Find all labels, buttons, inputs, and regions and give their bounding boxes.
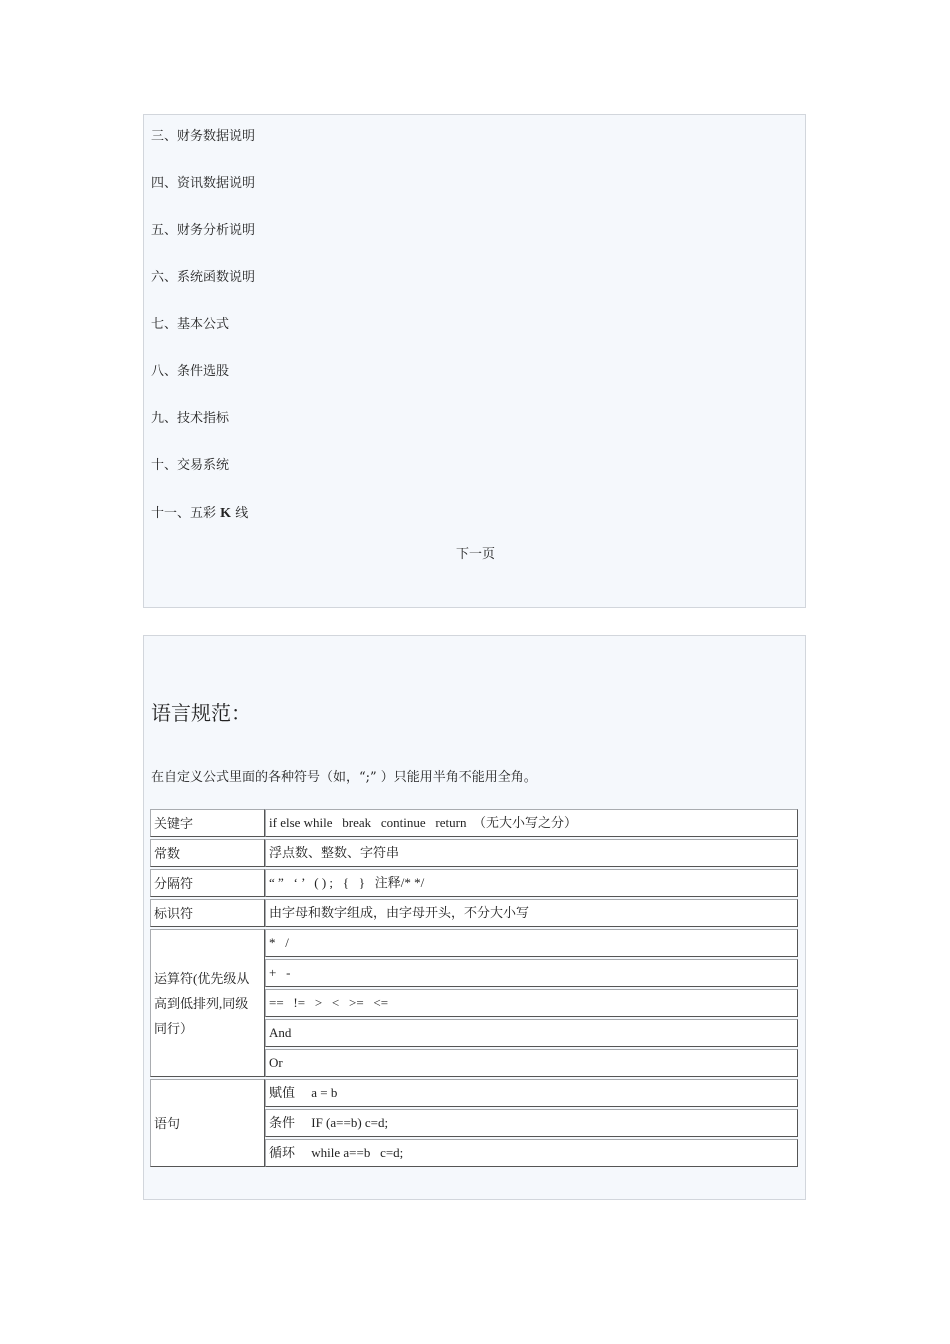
table-row: [150, 809, 798, 837]
statement-condition: 条件 IF (a==b) c=d;: [265, 1109, 798, 1137]
delimiter-label: 分隔符: [150, 869, 265, 897]
constant-label: 常数: [150, 839, 265, 867]
toc-item-colored-kline-prefix: 十一、五彩: [151, 506, 217, 521]
operator-level-1: * /: [265, 929, 798, 957]
operator-label: 运算符(优先级从高到低排列,同级同行）: [150, 929, 265, 1077]
toc-item-stock-screening[interactable]: 八、条件选股: [151, 364, 230, 379]
toc-item-colored-kline-bold: K: [220, 506, 232, 521]
toc-item-technical-indicators[interactable]: 九、技术指标: [151, 411, 230, 426]
next-page-link[interactable]: 下一页: [455, 547, 495, 562]
operator-level-5: Or: [265, 1049, 798, 1077]
toc-item-trading-system[interactable]: 十、交易系统: [151, 458, 230, 473]
toc-item-system-functions[interactable]: 六、系统函数说明: [151, 270, 256, 285]
operator-level-4: And: [265, 1019, 798, 1047]
spec-panel: [143, 635, 806, 1200]
constant-value: 浮点数、整数、字符串: [265, 839, 798, 867]
spec-table: [150, 807, 798, 1169]
identifier-label: 标识符: [150, 899, 265, 927]
table-row: [150, 899, 798, 927]
operator-level-2: + -: [265, 959, 798, 987]
operator-level-3: == != > < >= <=: [265, 989, 798, 1017]
toc-item-basic-formulas[interactable]: 七、基本公式: [151, 317, 230, 332]
statement-assignment: 赋值 a = b: [265, 1079, 798, 1107]
keyword-value: if else while break continue return （无大小写之分）: [265, 809, 798, 837]
statement-label: 语句: [150, 1079, 265, 1167]
identifier-value: 由字母和数字组成，由字母开头，不分大小写: [265, 899, 798, 927]
toc-item-news-data[interactable]: 四、资讯数据说明: [151, 176, 256, 191]
toc-item-financial-data[interactable]: 三、财务数据说明: [151, 129, 256, 144]
keyword-label: 关键字: [150, 809, 265, 837]
table-row: [150, 839, 798, 867]
toc-item-colored-kline[interactable]: [151, 506, 248, 522]
table-row: [150, 1079, 798, 1107]
table-row: [150, 869, 798, 897]
toc-item-financial-analysis[interactable]: 五、财务分析说明: [151, 223, 256, 238]
section-title: 语言规范：: [151, 701, 251, 725]
toc-item-colored-kline-suffix: 线: [235, 506, 249, 521]
table-row: [150, 929, 798, 957]
statement-loop: 循环 while a==b c=d;: [265, 1139, 798, 1167]
toc-panel: [143, 114, 806, 608]
intro-text: 在自定义公式里面的各种符号（如，“;” ）只能用半角不能用全角。: [151, 770, 537, 785]
delimiter-value: “ ” ‘ ’ ( ) ; { } 注释/* */: [265, 869, 798, 897]
